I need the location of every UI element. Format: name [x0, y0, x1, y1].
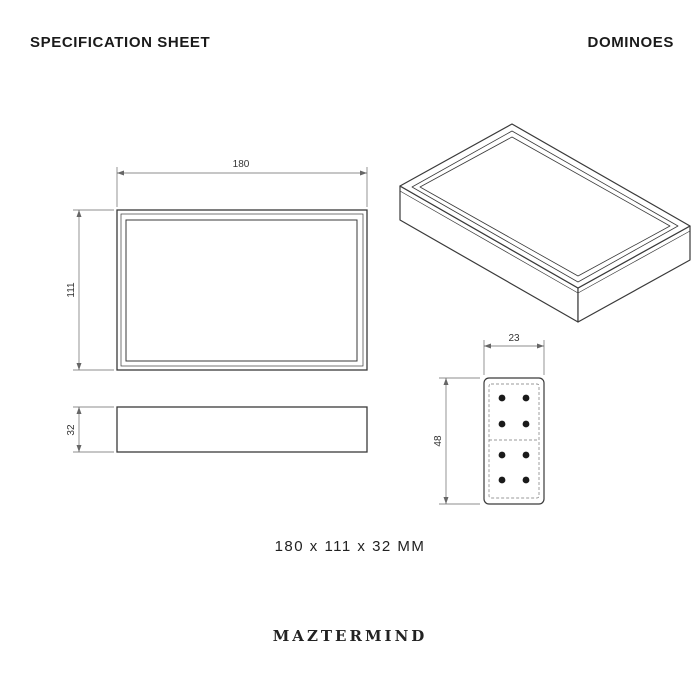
domino-pip — [523, 421, 530, 428]
domino-pip — [499, 477, 506, 484]
box-isometric-view — [400, 124, 690, 322]
domino-pip — [499, 395, 506, 402]
box-outer-outline — [117, 210, 367, 370]
dim-height-arrow-bottom — [77, 445, 82, 452]
dim-tile-width-label: 23 — [508, 333, 520, 344]
box-lid-rim — [121, 214, 363, 366]
dim-tile-width — [484, 340, 544, 375]
dim-length-arrow-right — [360, 171, 367, 176]
brand-logo: MAZTERMIND — [272, 627, 428, 645]
dim-length-arrow-left — [117, 171, 124, 176]
dim-tile-length — [439, 378, 480, 504]
dim-tile-length-arrow-top — [444, 378, 449, 385]
box-side-view — [117, 407, 367, 452]
dim-length-label: 180 — [232, 159, 250, 170]
domino-pip — [523, 452, 530, 459]
dim-tile-width-arrow-right — [537, 344, 544, 349]
dim-height-label: 32 — [66, 424, 77, 436]
dim-width — [73, 210, 114, 370]
domino-pip — [499, 452, 506, 459]
dim-width-arrow-bottom — [77, 363, 82, 370]
sheet-title: SPECIFICATION SHEET — [30, 34, 211, 51]
domino-outline — [484, 378, 544, 504]
dim-tile-length-arrow-bottom — [444, 497, 449, 504]
domino-pip — [523, 395, 530, 402]
dim-width-label: 111 — [66, 282, 77, 298]
box-lid-panel — [126, 220, 357, 361]
product-name: DOMINOES — [587, 34, 674, 51]
overall-dimensions: 180 x 111 x 32 MM — [274, 538, 426, 555]
dim-length — [117, 167, 367, 207]
domino-tile — [484, 378, 544, 504]
dim-height-arrow-top — [77, 407, 82, 414]
dim-tile-length-label: 48 — [433, 435, 444, 447]
domino-pip — [499, 421, 506, 428]
dim-tile-width-arrow-left — [484, 344, 491, 349]
dim-height — [73, 407, 114, 452]
dim-width-arrow-top — [77, 210, 82, 217]
domino-pip — [523, 477, 530, 484]
box-top-view — [117, 210, 367, 370]
